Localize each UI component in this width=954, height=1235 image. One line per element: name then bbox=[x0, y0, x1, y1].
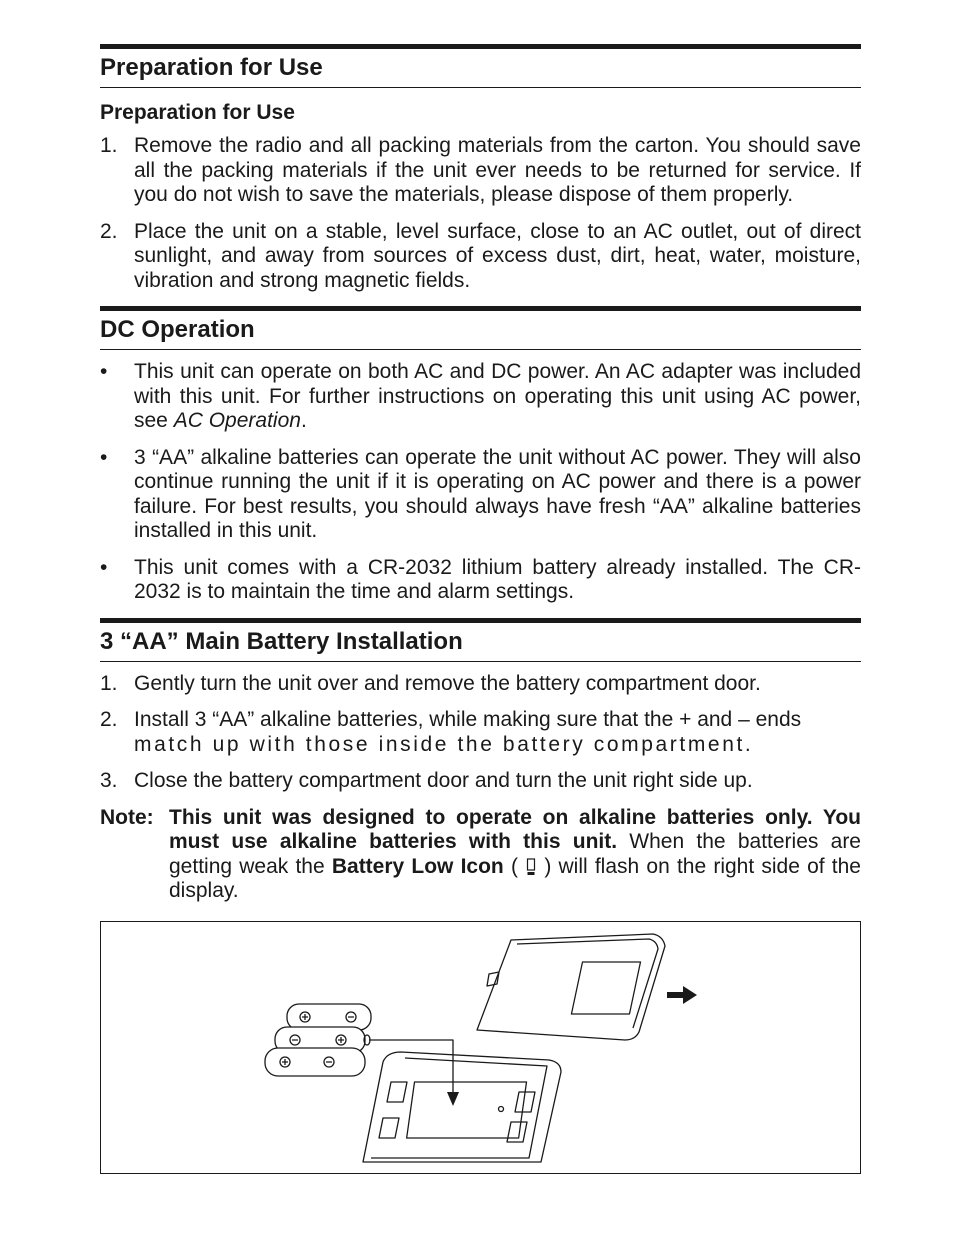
note-block bbox=[100, 806, 861, 904]
cross-reference: AC Operation bbox=[173, 409, 301, 432]
list-item bbox=[100, 769, 861, 794]
item-number: 1. bbox=[100, 671, 118, 695]
list-item bbox=[100, 220, 861, 294]
item-text: This unit comes with a CR-2032 lithium battery already installed. The CR-2032 is to maintain the time and alarm settings. bbox=[134, 555, 861, 603]
item-text-end: . bbox=[300, 409, 307, 432]
section-title: DC Operation bbox=[100, 316, 255, 343]
item-text: Gently turn the unit over and remove the battery compartment door. bbox=[134, 671, 761, 695]
item-text: 3 “AA” alkaline batteries can operate the unit without AC power. They will also continue running the unit if it is operating on AC power and there is a power failure. For best results, you should always have fresh “AA” alkaline batteries installed in this unit. bbox=[134, 445, 861, 542]
bullet-mark: • bbox=[100, 445, 108, 469]
bullet-item bbox=[100, 446, 861, 544]
item-number: 2. bbox=[100, 708, 118, 731]
note-text-part: When the batteries are getting weak the bbox=[169, 830, 861, 878]
item-number: 2. bbox=[100, 219, 118, 243]
item-number: 1. bbox=[100, 134, 118, 157]
bullet-mark: • bbox=[100, 555, 108, 579]
section-title: 3 “AA” Main Battery Installation bbox=[100, 627, 463, 655]
note-text-part: ( bbox=[503, 854, 526, 878]
arrow-head-icon bbox=[447, 1092, 459, 1106]
item-text: Place the unit on a stable, level surface, close to an AC outlet, out of direct sunlight, and away from sources of excess dust, dirt, heat, water, moisture, vibration and strong magnetic fields. bbox=[134, 219, 861, 292]
item-number: 3. bbox=[100, 769, 118, 792]
subsection-title: Preparation for Use bbox=[100, 101, 295, 124]
item-text bbox=[134, 708, 861, 757]
item-text: Remove the radio and all packing materials from the carton. You should save all the packing materials if the unit ever needs to be returned for service. If you do not wish to save the materials, please dispose of them properly. bbox=[134, 134, 861, 206]
section-title: Preparation for Use bbox=[100, 54, 323, 81]
item-text-part: This unit can operate on both AC and DC power. An AC adapter was included with this unit. For further instructions on operating this unit using AC power, see bbox=[134, 360, 861, 432]
aa-battery-icon bbox=[265, 1004, 371, 1076]
item-text bbox=[134, 360, 861, 434]
list-item bbox=[100, 134, 861, 208]
list-item bbox=[100, 708, 861, 757]
section-header-battery-installation bbox=[100, 618, 861, 662]
battery-low-icon bbox=[525, 856, 537, 876]
section-header-preparation bbox=[100, 44, 861, 88]
note-label: Note: bbox=[100, 805, 154, 829]
battery-installation-figure bbox=[100, 921, 861, 1174]
list-item bbox=[100, 672, 861, 697]
document-page bbox=[100, 44, 861, 904]
bullet-mark: • bbox=[100, 360, 108, 383]
note-text-part: ) will flash on the right side of the display. bbox=[169, 854, 861, 902]
arrow-right-icon bbox=[667, 986, 697, 1004]
item-text-line: match up with those inside the battery compartment. bbox=[134, 732, 754, 756]
item-text-line: Install 3 “AA” alkaline batteries, while making sure that the + and – ends bbox=[134, 708, 802, 731]
section-header-dc-operation bbox=[100, 306, 861, 350]
item-text: Close the battery compartment door and turn the unit right side up. bbox=[134, 769, 753, 792]
unit-body bbox=[363, 1052, 561, 1162]
bullet-item bbox=[100, 360, 861, 434]
bullet-item bbox=[100, 556, 861, 605]
battery-door bbox=[477, 934, 665, 1040]
note-bold-text: This unit was designed to operate on alkaline batteries only. You must use alkaline batteries with this unit. bbox=[169, 805, 861, 853]
note-bold-text: Battery Low Icon bbox=[331, 854, 504, 878]
battery-diagram bbox=[101, 922, 860, 1173]
note-text bbox=[169, 806, 861, 904]
